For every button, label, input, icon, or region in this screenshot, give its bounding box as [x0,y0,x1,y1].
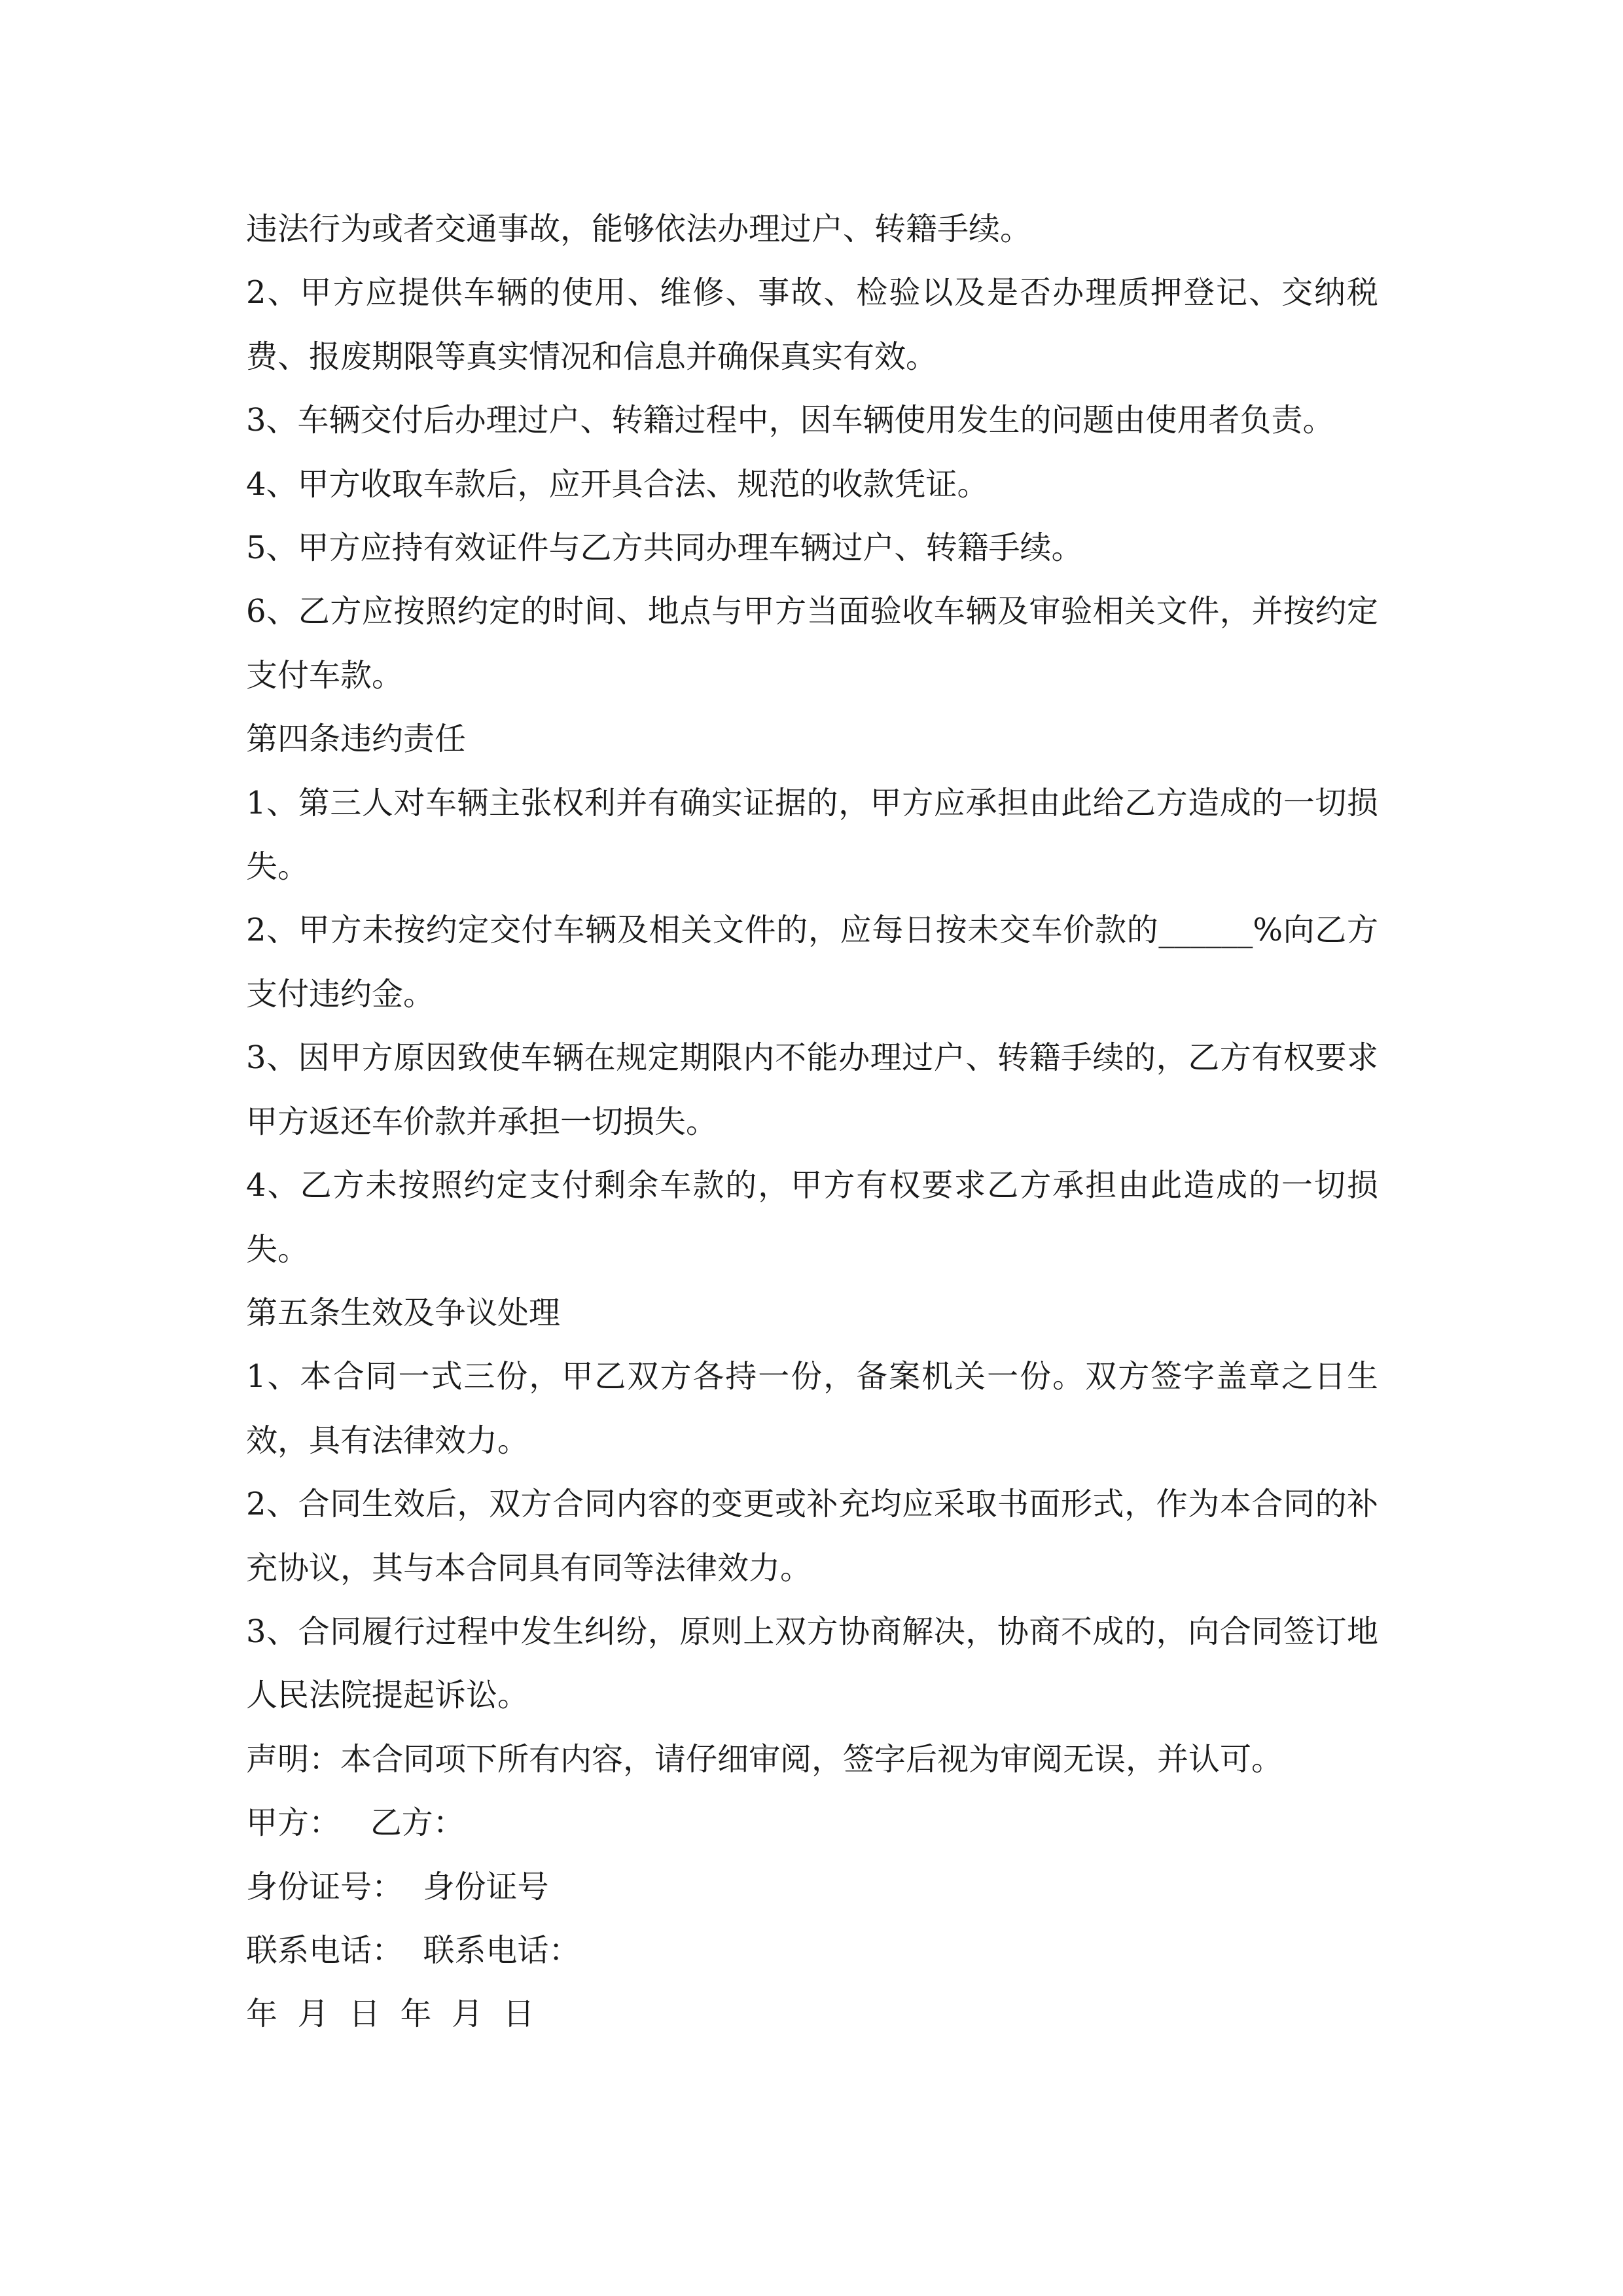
clause-4: 4、甲方收取车款后，应开具合法、规范的收款凭证。 [246,465,989,503]
clause-6: 6、乙方应按照约定的时间、地点与甲方当面验收车辆及审验相关文件，并按约定支付车款。 [246,593,1378,694]
breach-clause-3: 3、因甲方原因致使车辆在规定期限内不能办理过户、转籍手续的，乙方有权要求甲方返还车价款并承担一切损失。 [246,1039,1378,1140]
breach-clause-1: 1、第三人对车辆主张权利并有确实证据的，甲方应承担由此给乙方造成的一切损失。 [246,784,1378,886]
effect-clause-2: 2、合同生效后，双方合同内容的变更或补充均应采取书面形式，作为本合同的补充协议，其与本合同具有同等法律效力。 [246,1486,1378,1587]
contract-body [246,198,1378,2047]
declaration: 声明：本合同项下所有内容，请仔细审阅，签字后视为审阅无误，并认可。 [246,1740,1283,1778]
section-heading-effect: 第五条生效及争议处理 [246,1294,561,1331]
date-line: 年 月 日 年 月 日 [246,1996,535,2033]
clause-2: 2、甲方应提供车辆的使用、维修、事故、检验以及是否办理质押登记、交纳税费、报废期限等真实情况和信息并确保真实有效。 [246,274,1378,375]
effect-clause-1: 1、本合同一式三份，甲乙双方各持一份，备案机关一份。双方签字盖章之日生效，具有法律效力。 [246,1358,1378,1459]
section-heading-breach: 第四条违约责任 [246,721,467,758]
id-number-line: 身份证号： 身份证号 [246,1868,549,1905]
phone-line: 联系电话： 联系电话： [246,1931,580,1969]
clause-5: 5、甲方应持有效证件与乙方共同办理车辆过户、转籍手续。 [246,529,1083,567]
paragraph-continuation: 违法行为或者交通事故，能够依法办理过户、转籍手续。 [246,211,1032,247]
breach-clause-2: 2、甲方未按约定交付车辆及相关文件的，应每日按未交车价款的______%向乙方支付违约金。 [246,912,1378,1013]
party-signature-line: 甲方： 乙方： [246,1804,465,1842]
effect-clause-3: 3、合同履行过程中发生纠纷，原则上双方协商解决，协商不成的，向合同签订地人民法院提起诉讼。 [246,1613,1378,1714]
clause-3: 3、车辆交付后办理过户、转籍过程中，因车辆使用发生的问题由使用者负责。 [246,402,1334,439]
breach-clause-4: 4、乙方未按照约定支付剩余车款的，甲方有权要求乙方承担由此造成的一切损失。 [246,1167,1378,1268]
